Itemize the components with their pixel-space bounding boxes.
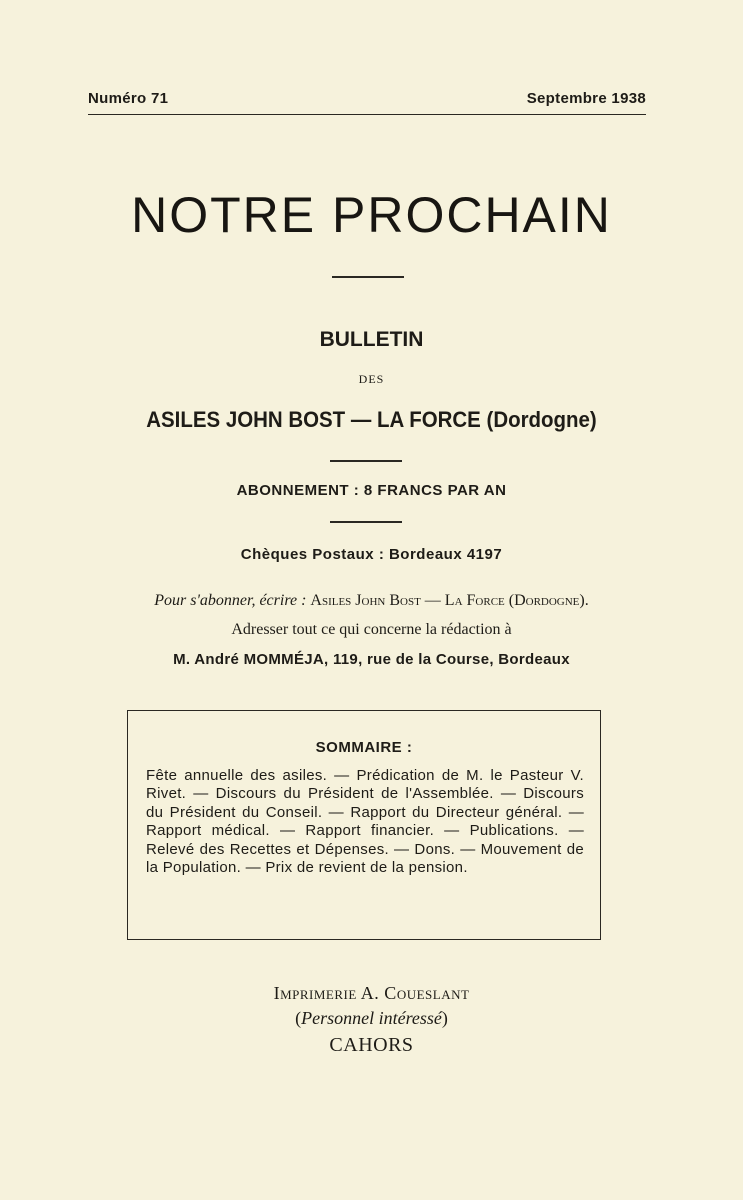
subscribe-lead: Pour s'abonner, écrire : xyxy=(154,592,307,609)
printer-note-close: ) xyxy=(441,1008,448,1028)
issue-number: Numéro 71 xyxy=(88,90,169,107)
title-divider xyxy=(332,276,404,278)
editor-address: M. André MOMMÉJA, 119, rue de la Course, Bordeaux xyxy=(173,651,570,668)
subscription-price: ABONNEMENT : 8 FRANCS PAR AN xyxy=(236,482,507,499)
printer-city: CAHORS xyxy=(329,1034,414,1056)
subscribe-line xyxy=(0,592,743,610)
printer-note xyxy=(0,1008,743,1029)
printer-note-open: ( xyxy=(295,1008,302,1028)
bulletin-label: BULLETIN xyxy=(319,328,424,351)
printer-name: Imprimerie A. Coueslant xyxy=(273,983,470,1003)
issue-header xyxy=(88,90,646,107)
publication-title: NOTRE PROCHAIN xyxy=(131,187,612,243)
subscribe-address: Asiles John Bost — La Force (Dordogne). xyxy=(310,592,589,609)
institution-divider xyxy=(330,460,402,462)
printer-note-text: Personnel intéressé xyxy=(301,1008,442,1028)
issue-date: Septembre 1938 xyxy=(526,90,646,107)
subscription-divider xyxy=(330,521,402,523)
sommaire-box xyxy=(127,710,601,940)
des-label: DES xyxy=(358,372,385,386)
sommaire-title: SOMMAIRE : xyxy=(315,739,413,756)
header-rule xyxy=(88,114,646,115)
postal-cheques: Chèques Postaux : Bordeaux 4197 xyxy=(240,546,503,563)
redaction-line: Adresser tout ce qui concerne la rédaction à xyxy=(231,621,512,638)
institution-name: ASILES JOHN BOST — LA FORCE (Dordogne) xyxy=(146,407,597,432)
sommaire-text: Fête annuelle des asiles. — Prédication de M. le Pasteur V. Rivet. — Discours du Président de l'Assemblée. — Discours du Président du Conseil. — Rapport du Directeur général. — Rapport médical. — Rapport financier. — Publications. — Relevé des Recettes et Dépenses. — Dons. — Mouvement de la Population. — Prix de revient de la pension. xyxy=(146,767,584,877)
